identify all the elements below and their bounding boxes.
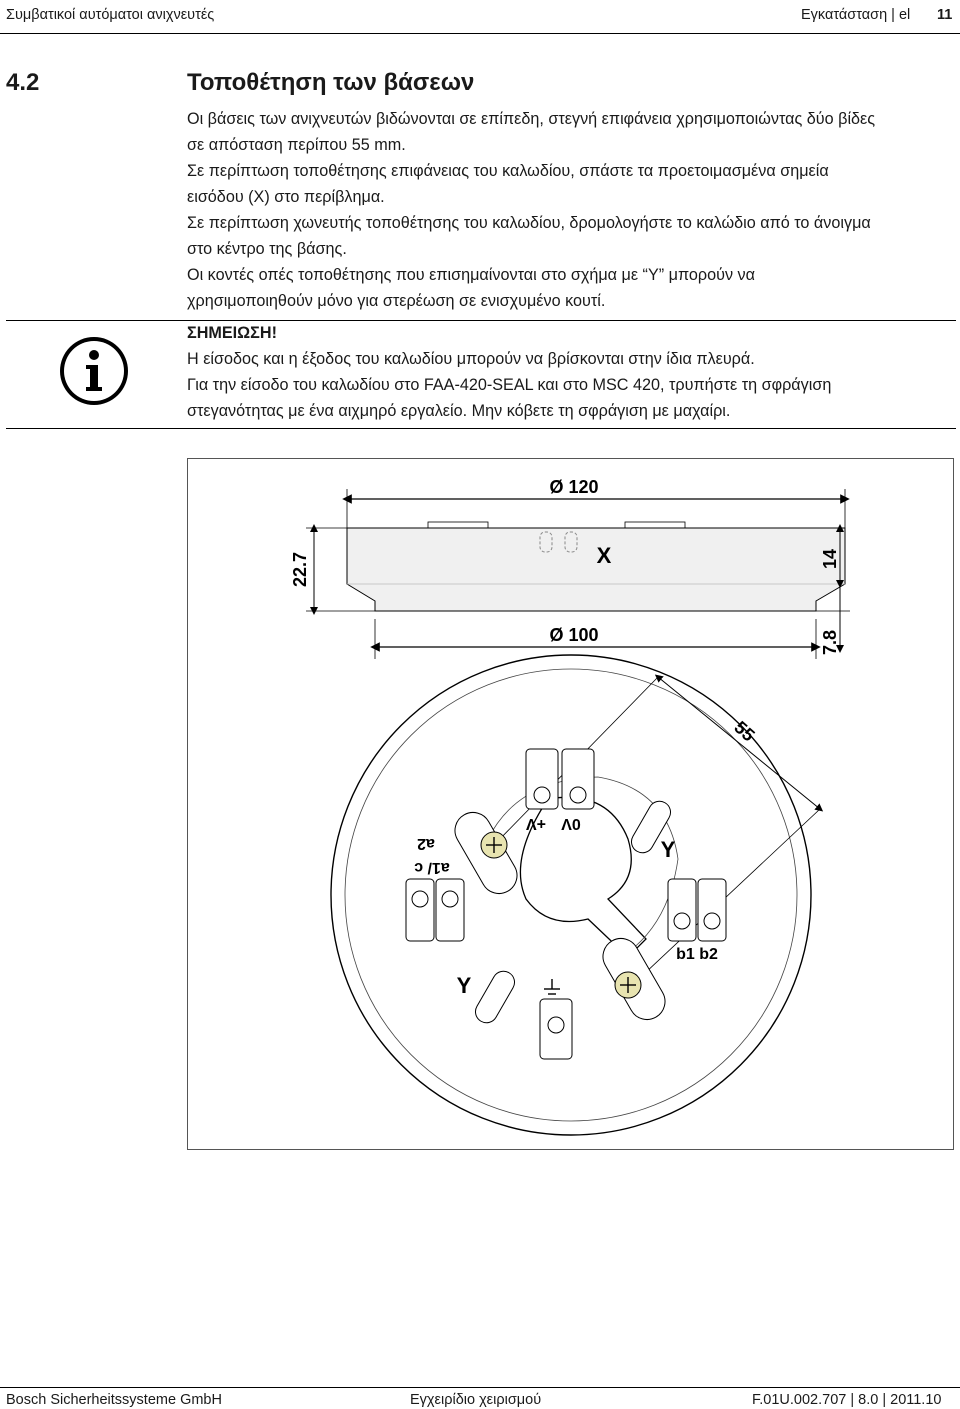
label-x: X [596, 543, 612, 568]
note-line: Η είσοδος και η έξοδος του καλωδίου μπορούν να βρίσκονται στην ίδια πλευρά. [187, 350, 755, 368]
paragraph-line: εισόδου (X) στο περίβλημα. [187, 188, 385, 206]
dim-height-total: 22.7 [290, 551, 310, 587]
paragraph-line: Οι βάσεις των ανιχνευτών βιδώνονται σε επίπεδη, στεγνή επιφάνεια χρησιμοποιώντας δύο βίδες [187, 110, 876, 128]
header-page-number: 11 [937, 7, 953, 23]
dim-height-body: 14 [820, 548, 840, 569]
base-mounting-figure [187, 458, 954, 1150]
note-line: Για την είσοδο του καλωδίου στο FAA-420-SEAL και στο MSC 420, τρυπήστε τη σφράγιση [187, 376, 832, 394]
footer-manual-title: Εγχειρίδιο χειρισμού [410, 1392, 542, 1408]
terminal-plus-v: +V [525, 815, 547, 832]
footer-doc-number: F.01U.002.707 | 8.0 | 2011.10 [752, 1392, 942, 1408]
section-title: Τοποθέτηση των βάσεων [187, 69, 475, 96]
label-y-right: Y [660, 837, 676, 862]
section-number: 4.2 [6, 69, 40, 96]
footer-divider [0, 1387, 960, 1388]
paragraph-line: στο κέντρο της βάσης. [187, 240, 347, 258]
terminal-b1-b2: b1 b2 [676, 946, 718, 963]
note-line: στεγανότητας με ένα αιχμηρό εργαλείο. Μην κόβετε τη σφράγιση με μαχαίρι. [187, 402, 731, 420]
terminal-zero-v: 0V [561, 815, 581, 832]
footer-company: Bosch Sicherheitssysteme GmbH [6, 1392, 222, 1408]
note-block [187, 320, 947, 424]
paragraph-line: Οι κοντές οπές τοποθέτησης που επισημαίνονται στο σχήμα με “Y” μπορούν να [187, 266, 756, 284]
dim-top-label: Ø 120 [549, 477, 599, 497]
label-y-left: Y [456, 973, 472, 998]
terminal-a1-c: a1/ c [414, 859, 450, 876]
paragraph-line: χρησιμοποιηθούν μόνο για στερέωση σε ενισχυμένο κουτί. [187, 292, 606, 310]
dim-screw-distance: 55 [730, 717, 759, 746]
note-bottom-rule [6, 428, 956, 429]
note-title: ΣΗΜΕΙΩΣΗ! [187, 324, 277, 342]
terminal-a2: a2 [417, 835, 435, 852]
paragraph-line: Σε περίπτωση τοποθέτησης επιφάνειας του καλωδίου, σπάστε τα προετοιμασμένα σημεία [187, 162, 829, 180]
header-doc-title: Συμβατικοί αυτόματοι ανιχνευτές [6, 7, 215, 23]
dim-bottom-label: Ø 100 [549, 625, 599, 645]
paragraph-line: σε απόσταση περίπου 55 mm. [187, 136, 406, 154]
header-divider [0, 33, 960, 34]
body-paragraph [187, 106, 947, 314]
header-section-lang: Εγκατάσταση | el [801, 7, 911, 23]
base-drawing [188, 459, 953, 1149]
dim-height-lower: 7.8 [820, 629, 840, 655]
info-icon [58, 335, 130, 407]
paragraph-line: Σε περίπτωση χωνευτής τοποθέτησης του καλωδίου, δρομολογήστε το καλώδιο από το άνοιγμα [187, 214, 871, 232]
